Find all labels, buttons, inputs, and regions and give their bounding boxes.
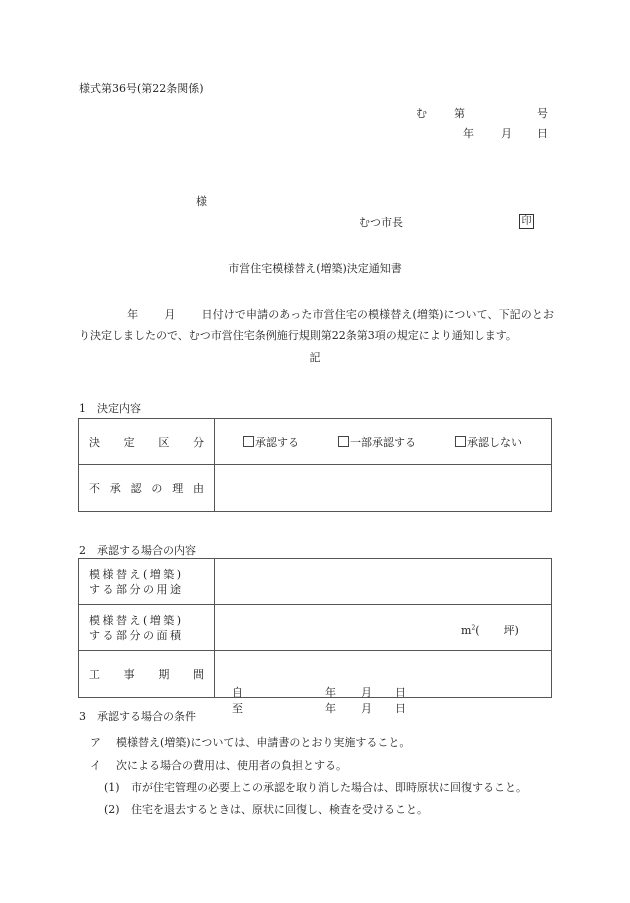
document-title: 市営住宅模様替え(増築)決定通知書 [228,262,402,275]
issuer-name: むつ市長 [359,216,403,229]
doc-number-prefix: む [416,107,427,120]
condition-item: ア 模様替え(増築)については、申請書のとおり実施すること。 [90,736,411,749]
decision-row [79,419,552,465]
approval-content-table [78,558,552,715]
reason-field[interactable] [215,465,552,512]
seal-mark: 印 [519,214,534,229]
reason-label: 不 承 認 の 理 由 [79,465,215,512]
area-unit: $m^2$( 坪) [461,624,519,637]
doc-number-dai: 第 [454,107,465,120]
section3-heading: 3 承認する場合の条件 [79,710,196,723]
area-label: 模様替え(増築) する部分の面積 [79,605,215,651]
checkbox-icon[interactable] [243,436,254,447]
addressee-suffix: 様 [196,195,207,208]
use-row [79,559,552,605]
option-disapprove[interactable]: 承認しない [455,434,522,450]
section2-heading: 2 承認する場合の内容 [79,544,196,557]
body-date-month: 月 [164,308,176,321]
date-day: 日 [537,127,548,140]
decision-label: 決 定 区 分 [79,419,215,465]
checkbox-icon[interactable] [455,436,466,447]
body-text: 日付けで申請のあった市営住宅の模様替え(増築)について、下記のとおり決定しましたので、むつ市営住宅条例施行規則第22条第3項の規定により通知します。 [79,308,555,342]
use-label: 模様替え(増築) する部分の用途 [79,559,215,605]
date-year: 年 [463,127,474,140]
area-field[interactable] [215,605,552,651]
checkbox-icon[interactable] [338,436,349,447]
option-partial-approve[interactable]: 一部承認する [338,434,455,450]
condition-subitem: (1) 市が住宅管理の必要上この承認を取り消した場合は、即時原状に回復すること。 [104,781,527,794]
area-row [79,605,552,651]
reason-row [79,465,552,512]
section1-heading: 1 決定内容 [79,402,141,415]
condition-subitem: (2) 住宅を退去するときは、原状に回復し、検査を受けること。 [104,803,428,816]
body-paragraph [79,304,554,346]
body-date-year: 年 [127,308,139,321]
option-approve[interactable]: 承認する [243,434,338,450]
decision-options [215,419,552,465]
doc-number-go: 号 [537,107,548,120]
use-field[interactable] [215,559,552,605]
ki-heading: 記 [309,351,321,364]
form-number: 様式第36号(第22条関係) [79,82,204,95]
decision-table [78,418,552,512]
period-row [79,651,552,698]
period-field[interactable]: 自 年 月 日 至 年 月 日 [215,651,552,698]
condition-item: イ 次による場合の費用は、使用者の負担とする。 [90,759,347,772]
period-label: 工 事 期 間 [79,651,215,698]
date-month: 月 [501,127,512,140]
